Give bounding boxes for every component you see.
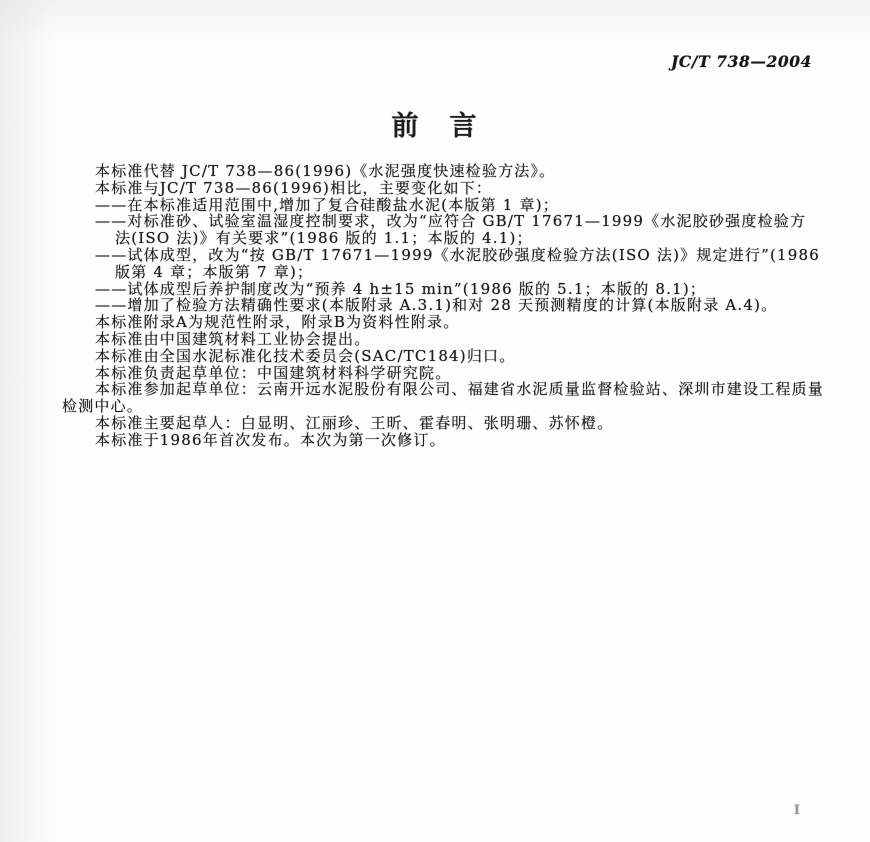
foreword-line: 本标准主要起草人：白显明、江丽珍、王昕、霍春明、张明珊、苏怀橙。 xyxy=(95,413,614,432)
foreword-line: 本标准由中国建筑材料工业协会提出。 xyxy=(95,329,371,348)
foreword-line: 本标准代替 JC/T 738—86(1996)《水泥强度快速检验方法》。 xyxy=(95,162,556,180)
foreword-line: ——试体成型，改为“按 GB/T 17671—1999《水泥胶砂强度检验方法(ISO 法)》规定进行”(1986 xyxy=(95,245,821,264)
foreword-line: 本标准与JC/T 738—86(1996)相比，主要变化如下： xyxy=(95,178,493,197)
foreword-line: ——试体成型后养护制度改为“预养 4 h±15 min”(1986 版的 5.1；本版的 8.1)； xyxy=(95,279,707,298)
scan-edge-top xyxy=(0,0,870,42)
page-number: I xyxy=(793,803,800,818)
standard-code: JC/T 738—2004 xyxy=(670,52,812,71)
foreword-line: 本标准由全国水泥标准化技术委员会(SAC/TC184)归口。 xyxy=(95,346,516,365)
foreword-line: 本标准参加起草单位：云南开远水泥股份有限公司、福建省水泥质量监督检验站、深圳市建设工程质量 xyxy=(95,380,825,399)
foreword-line: 法(ISO 法)》有关要求”(1986 版的 1.1；本版的 4.1)； xyxy=(115,229,533,248)
foreword-line: 检测中心。 xyxy=(62,397,144,416)
foreword-line: ——增加了检验方法精确性要求(本版附录 A.3.1)和对 28 天预测精度的计算(本版附录 A.4)。 xyxy=(95,296,778,315)
foreword-line: 本标准于1986年首次发布。本次为第一次修订。 xyxy=(95,430,446,449)
foreword-line: 本标准负责起草单位：中国建筑材料科学研究院。 xyxy=(95,363,452,382)
foreword-line: 版第 4 章；本版第 7 章)； xyxy=(115,262,314,281)
foreword-line: 本标准附录A为规范性附录，附录B为资料性附录。 xyxy=(95,313,460,332)
foreword-line: ——在本标准适用范围中,增加了复合硅酸盐水泥(本版第 1 章)； xyxy=(95,195,559,214)
foreword-body xyxy=(62,162,825,449)
foreword-line: ——对标准砂、试验室温湿度控制要求，改为“应符合 GB/T 17671—1999《水泥胶砂强度检验方 xyxy=(95,212,807,231)
page-title: 前 言 xyxy=(391,111,479,142)
